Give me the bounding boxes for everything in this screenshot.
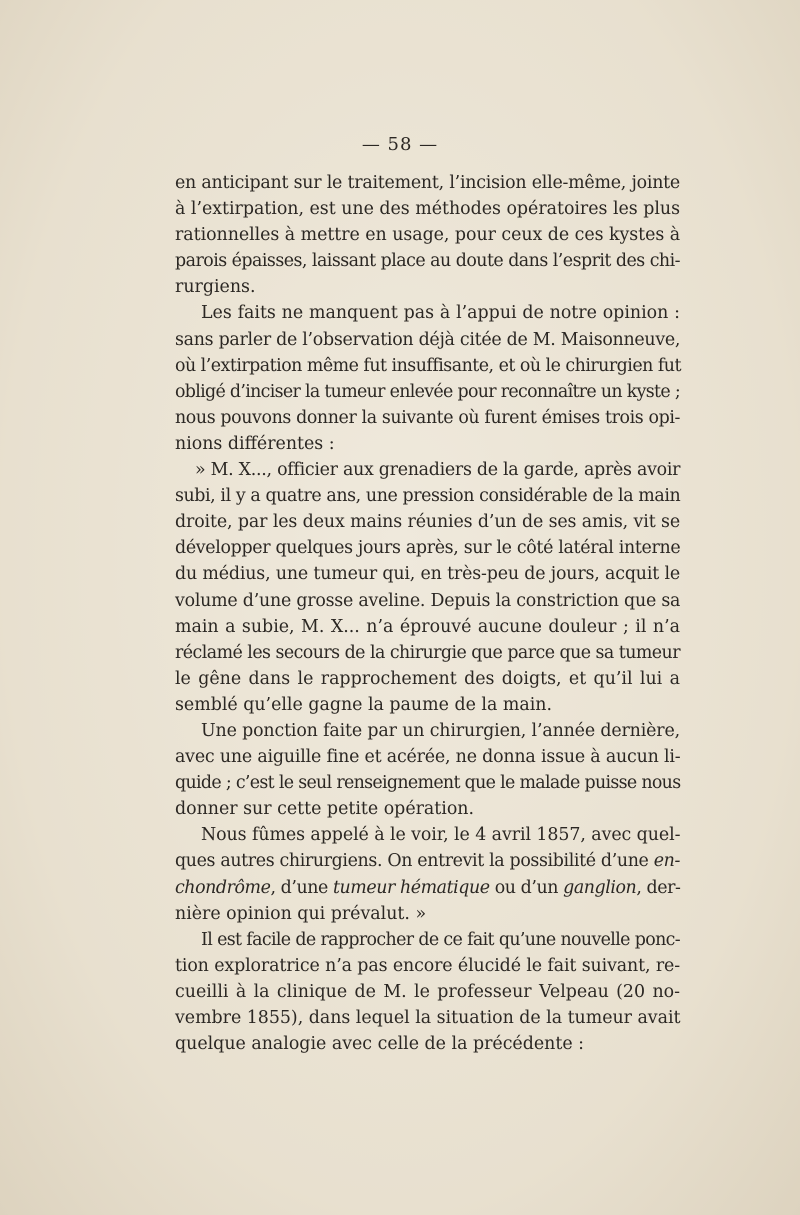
text-line: rurgiens. [175,277,256,298]
text-line: nous pouvons donner la suivante où furent émises trois opi- [175,407,680,428]
text-line: développer quelques jours après, sur le côté latéral interne [175,538,681,559]
text-line: vembre 1855), dans lequel la situation de la tumeur avait [175,1008,681,1028]
text-line: en anticipant sur le traitement, l’incision elle-même, jointe [175,173,680,193]
text-line: main a subie, M. X... n’a éprouvé aucune douleur ; il n’a [175,616,680,637]
text-line: parois épaisses, laissant place au doute dans l’esprit des chi- [175,251,680,272]
text-line: rationnelles à mettre en usage, pour ceux de ces kystes à [175,225,681,246]
text-line: sans parler de l’observation déjà citée de M. Maisonneuve, [175,329,681,350]
italic-run: ganglion [563,877,637,898]
text-line: Les faits ne manquent pas à l’appui de notre opinion : [201,303,680,324]
text-run: ou d’un [489,877,564,898]
text-line: quide ; c’est le seul renseignement que le malade puisse nous [175,773,681,794]
text-line: subi, il y a quatre ans, une pression considérable de la main [175,486,681,507]
text-line: cueilli à la clinique de M. le professeur Velpeau (20 no- [175,981,680,1002]
text-line: quelque analogie avec celle de la précédente : [175,1034,585,1055]
text-line: donner sur cette petite opération. [175,799,475,820]
body-text [175,170,680,1057]
text-line: » M. X..., officier aux grenadiers de la garde, après avoir [195,460,681,481]
page-number: — 58 — [361,134,439,155]
italic-run: chondrôme [175,877,271,898]
text-run: , d’une [270,877,333,898]
text-line: tion exploratrice n’a pas encore élucidé le fait suivant, re- [175,955,680,976]
text-line: du médius, une tumeur qui, en très-peu de jours, acquit le [175,564,680,585]
text-line: réclamé les secours de la chirurgie que parce que sa tumeur [175,642,680,663]
text-run: , der- [636,877,681,898]
text-line: nière opinion qui prévalut. » [175,903,427,924]
italic-run: en- [653,851,680,872]
text-run: ques autres chirurgiens. On entrevit la possibilité d’une [175,851,654,872]
text-line: le gêne dans le rapprochement des doigts, et qu’il lui a [175,668,680,689]
text-line-italic-mixed [175,848,680,874]
text-line: semblé qu’elle gagne la paume de la main. [175,694,552,715]
text-line: Une ponction faite par un chirurgien, l’année dernière, [201,720,680,741]
text-line: Il est facile de rapprocher de ce fait qu’une nouvelle ponc- [201,929,680,950]
text-line: volume d’une grosse aveline. Depuis la constriction que sa [175,590,681,611]
text-line: avec une aiguille fine et acérée, ne donna issue à aucun li- [175,747,681,768]
text-line: à l’extirpation, est une des méthodes opératoires les plus [175,199,680,220]
italic-run: tumeur hématique [332,877,490,898]
text-line: nions différentes : [175,433,335,454]
text-line-italic-mixed [175,875,680,901]
text-line: où l’extirpation même fut insuffisante, et où le chirurgien fut [175,355,681,376]
text-line: obligé d’inciser la tumeur enlevée pour reconnaître un kyste ; [175,381,681,402]
text-line: droite, par les deux mains réunies d’un de ses amis, vit se [175,512,680,533]
text-line: Nous fûmes appelé à le voir, le 4 avril 1857, avec quel- [201,825,681,846]
